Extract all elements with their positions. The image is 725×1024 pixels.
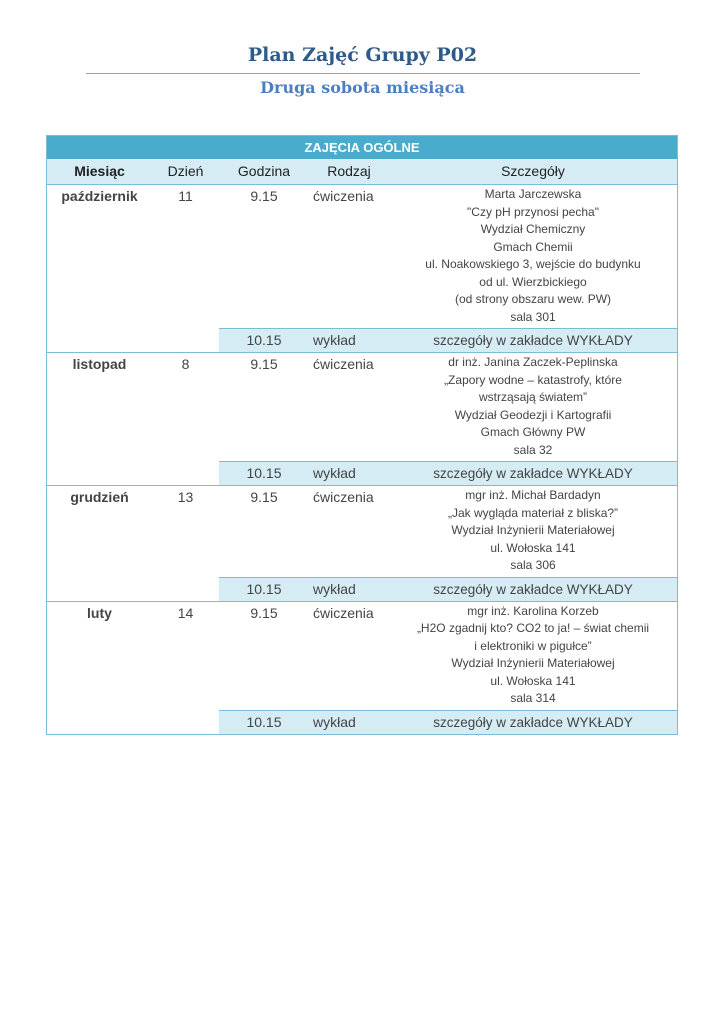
- exercise-type: ćwiczenia: [313, 356, 374, 372]
- details-line: Wydział Inżynierii Materiałowej: [451, 523, 615, 537]
- column-header-details: Szczegóły: [501, 163, 565, 179]
- month-day-cell: [47, 602, 219, 734]
- exercise-time: 9.15: [250, 356, 278, 372]
- details-line: sala 32: [513, 442, 553, 457]
- column-header-day: Dzień: [167, 163, 204, 179]
- details-line: i elektroniki w pigułce”: [474, 638, 592, 653]
- exercise-row: [219, 486, 677, 577]
- lecture-time: 10.15: [246, 332, 282, 348]
- month-name: grudzień: [70, 489, 129, 505]
- lecture-row: [219, 710, 677, 734]
- lecture-time: 10.15: [246, 580, 282, 597]
- sessions-cell: [219, 353, 677, 485]
- sessions-cell: [219, 602, 677, 734]
- lecture-type: wykład: [313, 465, 356, 481]
- details-line: (od strony obszaru wew. PW): [454, 292, 612, 306]
- details-line: mgr inż. Michał Bardadyn: [465, 488, 601, 502]
- month-name: listopad: [72, 356, 127, 372]
- day-number: 13: [177, 489, 194, 505]
- schedule-table: [46, 135, 678, 735]
- details-line: sala 306: [510, 558, 556, 572]
- details-line: ul. Wołoska 141: [490, 673, 576, 688]
- sessions-cell: [219, 185, 677, 352]
- details-line: Wydział Inżynierii Materiałowej: [451, 656, 615, 670]
- exercise-time: 9.15: [250, 489, 278, 505]
- details-line: sala 314: [510, 691, 556, 705]
- exercise-type: ćwiczenia: [313, 188, 374, 204]
- exercise-row: [219, 353, 677, 461]
- month-name: październik: [61, 188, 138, 204]
- lecture-details: szczegóły w zakładce WYKŁADY: [433, 333, 633, 348]
- exercise-row: [219, 602, 677, 710]
- exercise-type: ćwiczenia: [313, 489, 374, 505]
- lecture-type: wykład: [313, 580, 356, 597]
- details-line: „Jak wygląda materiał z bliska?”: [447, 505, 619, 520]
- month-block: [47, 486, 677, 602]
- month-day-cell: [47, 185, 219, 352]
- details-line: mgr inż. Karolina Korzeb: [467, 603, 599, 618]
- title-divider: [86, 73, 640, 74]
- page-title: Plan Zajęć Grupy P02: [247, 44, 478, 66]
- details-line: od ul. Wierzbickiego: [479, 274, 587, 289]
- details-line: Gmach Główny PW: [480, 425, 586, 439]
- details-line: Gmach Chemii: [493, 239, 573, 254]
- details-line: ul. Noakowskiego 3, wejście do budynku: [425, 257, 641, 271]
- month-day-cell: [47, 353, 219, 485]
- lecture-type: wykład: [313, 713, 356, 730]
- column-header-type: Rodzaj: [327, 163, 371, 179]
- page-subtitle: Druga sobota miesiąca: [260, 78, 465, 97]
- column-header-row: [47, 159, 677, 185]
- exercise-row: [219, 185, 677, 328]
- lecture-details: szczegóły w zakładce WYKŁADY: [433, 714, 633, 730]
- lecture-details: szczegóły w zakładce WYKŁADY: [433, 581, 633, 597]
- day-number: 14: [177, 604, 194, 621]
- month-rows: [47, 185, 677, 734]
- month-block: [47, 185, 677, 353]
- month-day-cell: [47, 486, 219, 601]
- details-line: Wydział Geodezji i Kartografii: [454, 407, 612, 422]
- lecture-details: szczegóły w zakładce WYKŁADY: [433, 466, 633, 481]
- column-header-month: Miesiąc: [74, 163, 125, 179]
- details-line: wstrząsają światem”: [478, 390, 588, 404]
- sessions-cell: [219, 486, 677, 601]
- month-block: [47, 602, 677, 734]
- lecture-row: [219, 461, 677, 485]
- details-line: Wydział Chemiczny: [480, 222, 586, 236]
- section-header: ZAJĘCIA OGÓLNE: [47, 136, 677, 159]
- exercise-details: [389, 602, 677, 710]
- exercise-time: 9.15: [250, 604, 278, 621]
- details-line: "Czy pH przynosi pecha": [467, 204, 599, 219]
- exercise-details: [389, 486, 677, 577]
- exercise-type: ćwiczenia: [313, 604, 374, 621]
- details-line: sala 301: [510, 309, 556, 324]
- lecture-time: 10.15: [246, 713, 282, 730]
- details-line: Marta Jarczewska: [484, 187, 582, 201]
- lecture-row: [219, 328, 677, 352]
- details-line: „H2O zgadnij kto? CO2 to ja! – świat chemii: [416, 621, 650, 635]
- day-number: 8: [181, 356, 190, 372]
- exercise-details: [389, 353, 677, 461]
- exercise-time: 9.15: [250, 188, 278, 204]
- month-block: [47, 353, 677, 486]
- details-line: ul. Wołoska 141: [490, 540, 576, 555]
- exercise-details: [389, 185, 677, 328]
- details-line: „Zapory wodne – katastrofy, które: [444, 372, 622, 387]
- lecture-time: 10.15: [246, 465, 282, 481]
- column-header-time: Godzina: [237, 163, 291, 179]
- day-number: 11: [178, 188, 193, 204]
- lecture-type: wykład: [313, 332, 356, 348]
- lecture-row: [219, 577, 677, 601]
- month-name: luty: [87, 604, 112, 621]
- details-line: dr inż. Janina Zaczek-Peplinska: [448, 355, 618, 369]
